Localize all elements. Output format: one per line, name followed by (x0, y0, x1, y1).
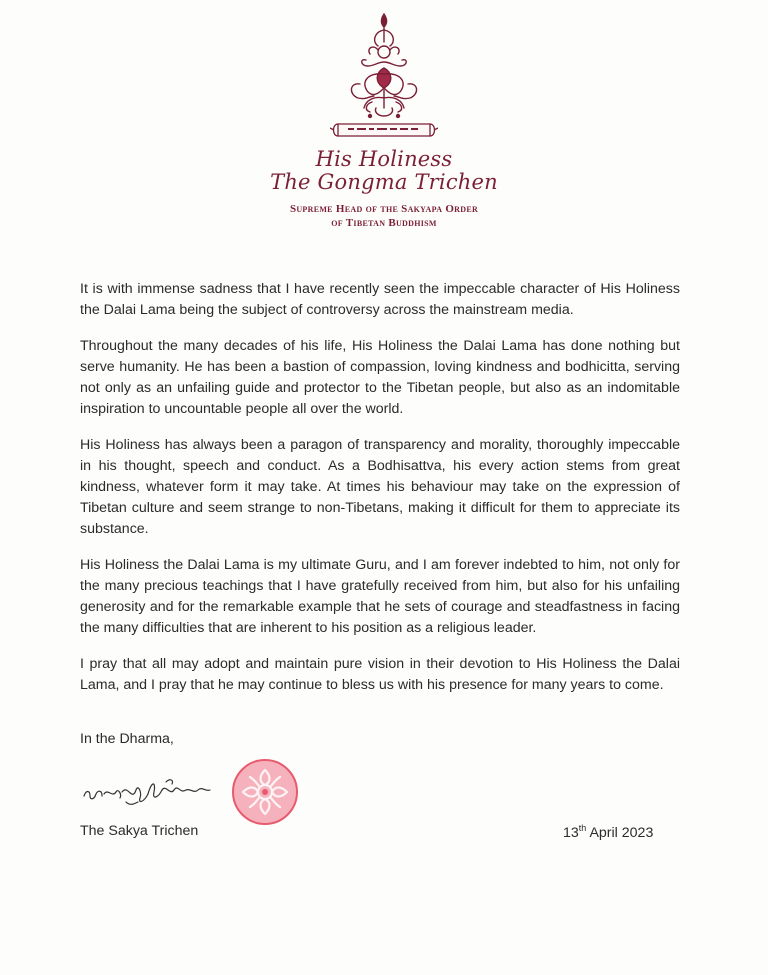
letterhead-subtitle (0, 202, 768, 230)
date-day: 13 (563, 825, 579, 841)
letterhead-title-block (0, 148, 768, 230)
signer-name: The Sakya Trichen (80, 823, 199, 839)
letterhead-title-line-1: His Holiness (315, 147, 453, 171)
dorje-lotus-emblem-icon (330, 12, 438, 144)
letterhead-title-line-2: The Gongma Trichen (270, 170, 498, 194)
handwritten-signature-icon (82, 772, 232, 812)
letter-date (563, 823, 653, 841)
letter-paragraph: His Holiness the Dalai Lama is my ultimate Guru, and I am forever indebted to him, not only for the many precious teachings that I have gratefully received from him, but also for his unfailing generosity and for the remarkable example that he sets of courage and steadfastness in facing the many difficulties that are inherent to his position as a religious leader. (80, 557, 680, 636)
letterhead-subtitle-line-1: Supreme Head of the Sakyapa Order (289, 203, 479, 215)
date-ordinal-suffix: th (578, 823, 587, 833)
letter-closing: In the Dharma, (80, 731, 174, 747)
letter-paragraph: I pray that all may adopt and maintain pure vision in their devotion to His Holiness the Dalai Lama, and I pray that he may continue to bless us with his presence for many years to come. (80, 656, 680, 693)
letter-paragraph: His Holiness has always been a paragon of transparency and morality, thoroughly impeccable in his thought, speech and conduct. As a Bodhisattva, his every action stems from great kindness, whatever form it may take. At times his behaviour may take on the expression of Tibetan culture and seem strange to non-Tibetans, making it difficult for them to appreciate its substance. (80, 437, 680, 537)
date-month-year: April 2023 (586, 825, 654, 841)
letter-paragraph: Throughout the many decades of his life, His Holiness the Dalai Lama has done nothing but serve humanity. He has been a bastion of compassion, loving kindness and bodhicitta, serving not only as an unfailing guide and protector to the Tibetan people, but also as an indomitable inspiration to uncountable people all over the world. (80, 338, 680, 417)
letter-paragraph: It is with immense sadness that I have recently seen the impeccable character of His Holiness the Dalai Lama being the subject of controversy across the mainstream media. (80, 281, 680, 318)
letterhead-subtitle-line-2: of Tibetan Buddhism (331, 217, 437, 229)
red-seal-stamp-icon (231, 758, 299, 826)
letter-body (80, 279, 680, 711)
